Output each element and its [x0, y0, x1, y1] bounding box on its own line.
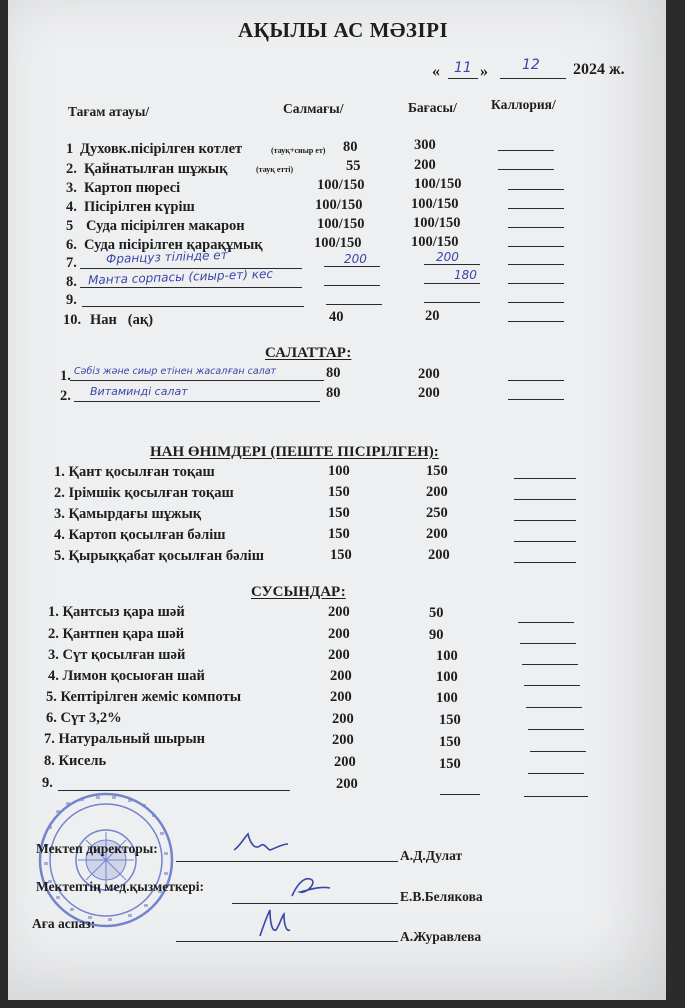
- main-row-num: 5: [66, 218, 74, 234]
- salad-row-num: 2.: [60, 388, 71, 404]
- main-row-name: Суда пісірілген қарақұмық: [84, 237, 263, 253]
- calorie-line: [526, 707, 582, 708]
- calorie-line: [514, 541, 576, 542]
- drink-row-weight: 200: [330, 689, 352, 705]
- calorie-line: [530, 751, 586, 752]
- date-day-line: [448, 78, 478, 79]
- drink-row-price: 90: [429, 627, 444, 643]
- calorie-line: [498, 169, 554, 170]
- drink-row-name: 9.: [42, 775, 53, 791]
- main-row-weight: 55: [346, 158, 361, 174]
- weight-line: [324, 285, 380, 286]
- bakery-row-price: 200: [426, 526, 448, 542]
- calorie-line: [508, 321, 564, 322]
- drink-row-price: 150: [439, 712, 461, 728]
- calorie-line: [508, 399, 564, 400]
- main-row-name: Қайнатылған шұжық: [84, 161, 228, 177]
- bakery-row-name: 5. Қырыққабат қосылған бәліш: [54, 548, 264, 564]
- drink-row-weight: 200: [334, 754, 356, 770]
- main-row-name: Нан (ақ): [90, 312, 154, 328]
- main-row-num: 6.: [66, 237, 77, 253]
- main-row-weight: 100/150: [314, 235, 362, 251]
- main-row-name: Духовк.пісірілген котлет: [80, 141, 243, 157]
- main-row-num: 2.: [66, 161, 77, 177]
- salad-row-weight: 80: [326, 365, 341, 381]
- page-title: АҚЫЛЫ АС МӘЗІРІ: [238, 18, 449, 42]
- main-row-price: 100/150: [411, 196, 459, 212]
- calorie-line: [508, 189, 564, 190]
- salad-row-num: 1.: [60, 368, 71, 384]
- main-row-price: 20: [425, 308, 440, 324]
- date-day: 11: [454, 60, 472, 76]
- medic-signature: [286, 872, 336, 902]
- main-row-weight: 100/150: [317, 177, 365, 193]
- name-line: [80, 287, 302, 288]
- calorie-line: [524, 685, 580, 686]
- drink-row-name: 5. Кептірілген жеміс компоты: [46, 689, 242, 705]
- drink-row-name: 1. Қантсыз қара шәй: [48, 604, 185, 620]
- bakery-row-weight: 150: [330, 547, 352, 563]
- calorie-line: [508, 264, 564, 265]
- drink-row-name: 6. Сүт 3,2%: [46, 710, 122, 726]
- bakery-heading: НАН ӨНІМДЕРІ (ПЕШТЕ ПІСІРІЛГЕН):: [150, 444, 439, 460]
- calorie-line: [508, 246, 564, 247]
- calorie-line: [508, 380, 564, 381]
- main-row-price: 200: [414, 157, 436, 173]
- price-line: [424, 283, 480, 284]
- drink-row-weight: 200: [328, 604, 350, 620]
- calorie-line: [498, 150, 554, 151]
- calorie-line: [514, 520, 576, 521]
- drink-row-weight: 200: [332, 732, 354, 748]
- official-stamp: [36, 790, 176, 930]
- bakery-row-price: 150: [426, 463, 448, 479]
- salad-row-weight: 80: [326, 385, 341, 401]
- drink-row-price: 100: [436, 648, 458, 664]
- main-row-price: 100/150: [413, 215, 461, 231]
- signature-line: [176, 861, 398, 862]
- bakery-row-name: 2. Ірімшік қосылған тоқаш: [54, 485, 234, 501]
- price-line: [440, 794, 480, 795]
- name-line: [82, 306, 304, 307]
- drink-row-weight: 200: [330, 668, 352, 684]
- signature-name-chef: А.Журавлева: [400, 929, 482, 944]
- calorie-line: [508, 227, 564, 228]
- menu-sheet: [8, 0, 666, 1000]
- main-row-price-handwritten: 200: [436, 250, 459, 264]
- bakery-row-price: 250: [426, 505, 448, 521]
- name-line: [70, 380, 324, 381]
- name-line: [74, 401, 320, 402]
- main-row-name: Суда пісірілген макарон: [86, 218, 245, 234]
- calorie-line: [528, 729, 584, 730]
- main-row-price: 100/150: [414, 176, 462, 192]
- price-line: [424, 302, 480, 303]
- date-month: 12: [522, 57, 540, 73]
- main-row-price: 100/150: [411, 234, 459, 250]
- signature-name-director: А.Д.Дулат: [400, 848, 463, 863]
- calorie-line: [528, 773, 584, 774]
- calorie-line: [520, 643, 576, 644]
- bakery-row-weight: 150: [328, 484, 350, 500]
- main-row-name-handwritten: Француз тілінде ет: [105, 247, 228, 267]
- date-year: 2024 ж.: [573, 61, 625, 78]
- salad-row-price: 200: [418, 366, 440, 382]
- calorie-line: [508, 283, 564, 284]
- main-row-weight: 40: [329, 309, 344, 325]
- bakery-row-weight: 150: [328, 505, 350, 521]
- drink-row-name: 3. Сүт қосылған шәй: [48, 647, 186, 663]
- main-row-weight-handwritten: 200: [344, 252, 367, 266]
- main-row-weight: 100/150: [317, 216, 365, 232]
- drink-row-name: 7. Натуральный шырын: [44, 731, 206, 747]
- salads-heading: САЛАТТАР:: [265, 345, 352, 361]
- drink-row-weight: 200: [332, 711, 354, 727]
- main-row-num: 9.: [66, 292, 77, 308]
- signature-role-chef: Аға аспаз:: [32, 916, 96, 931]
- drink-row-weight: 200: [336, 776, 358, 792]
- date-month-line: [500, 78, 566, 79]
- salad-row-name-handwritten: Сәбіз және сиыр етінен жасалған салат: [74, 366, 277, 377]
- drink-row-weight: 200: [328, 647, 350, 663]
- main-row-num: 7.: [66, 255, 77, 271]
- drink-row-name: 8. Кисель: [44, 753, 107, 769]
- bakery-row-name: 4. Картоп қосылған бәліш: [54, 527, 226, 543]
- calorie-line: [524, 796, 588, 797]
- main-row-weight: 100/150: [315, 197, 363, 213]
- signature-role-medic: Мектептің мед.қызметкері:: [36, 879, 205, 894]
- calorie-line: [508, 208, 564, 209]
- bakery-row-name: 3. Қамырдағы шұжық: [54, 506, 202, 522]
- bakery-row-name: 1. Қант қосылған тоқаш: [54, 464, 215, 480]
- drink-row-name: 4. Лимон қосыоған шай: [48, 668, 205, 684]
- calorie-line: [514, 499, 576, 500]
- header-price: Бағасы/: [408, 100, 457, 115]
- main-row-price-handwritten: 180: [454, 268, 477, 282]
- weight-line: [326, 304, 382, 305]
- director-signature: [230, 828, 290, 858]
- weight-line: [324, 266, 380, 267]
- signature-name-medic: Е.В.Белякова: [400, 889, 483, 904]
- main-row-note: (тауқ етті): [256, 165, 294, 174]
- drink-row-weight: 200: [328, 626, 350, 642]
- date-close-quote: »: [480, 63, 488, 80]
- salad-row-name-handwritten: Витаминді салат: [90, 385, 188, 398]
- main-row-weight: 80: [343, 139, 358, 155]
- date-open-quote: «: [432, 63, 440, 80]
- drink-row-price: 100: [436, 690, 458, 706]
- calorie-line: [522, 664, 578, 665]
- bakery-row-price: 200: [428, 547, 450, 563]
- drink-row-price: 150: [439, 734, 461, 750]
- main-row-num: 4.: [66, 199, 77, 215]
- drink-row-price: 50: [429, 605, 444, 621]
- main-row-name: Пісірілген күріш: [84, 199, 195, 215]
- drink-row-price: 100: [436, 669, 458, 685]
- calorie-line: [514, 562, 576, 563]
- main-row-num: 1: [66, 141, 74, 157]
- header-calorie: Каллория/: [491, 97, 556, 112]
- signature-role-director: Мектеп директоры:: [36, 841, 158, 856]
- header-weight: Салмағы/: [283, 101, 344, 116]
- bakery-row-weight: 100: [328, 463, 350, 479]
- price-line: [424, 264, 480, 265]
- main-row-num: 10.: [63, 312, 82, 328]
- calorie-line: [518, 622, 574, 623]
- calorie-line: [508, 302, 564, 303]
- main-row-num: 3.: [66, 180, 77, 196]
- bakery-row-weight: 150: [328, 526, 350, 542]
- main-row-num: 8.: [66, 274, 77, 290]
- salad-row-price: 200: [418, 385, 440, 401]
- bakery-row-price: 200: [426, 484, 448, 500]
- main-row-name-handwritten: Манта сорпасы (сиыр-ет) кес: [87, 266, 274, 288]
- main-row-note: (тауқ+сиыр ет): [271, 146, 326, 155]
- drink-row-price: 150: [439, 756, 461, 772]
- drinks-heading: СУСЫНДАР:: [251, 584, 346, 600]
- main-row-price: 300: [414, 137, 436, 153]
- drink-row-name: 2. Қантпен қара шәй: [48, 626, 185, 642]
- main-row-name: Картоп пюресі: [84, 180, 181, 196]
- calorie-line: [514, 478, 576, 479]
- header-name: Тағам атауы/: [68, 104, 150, 119]
- chef-signature: [254, 904, 294, 944]
